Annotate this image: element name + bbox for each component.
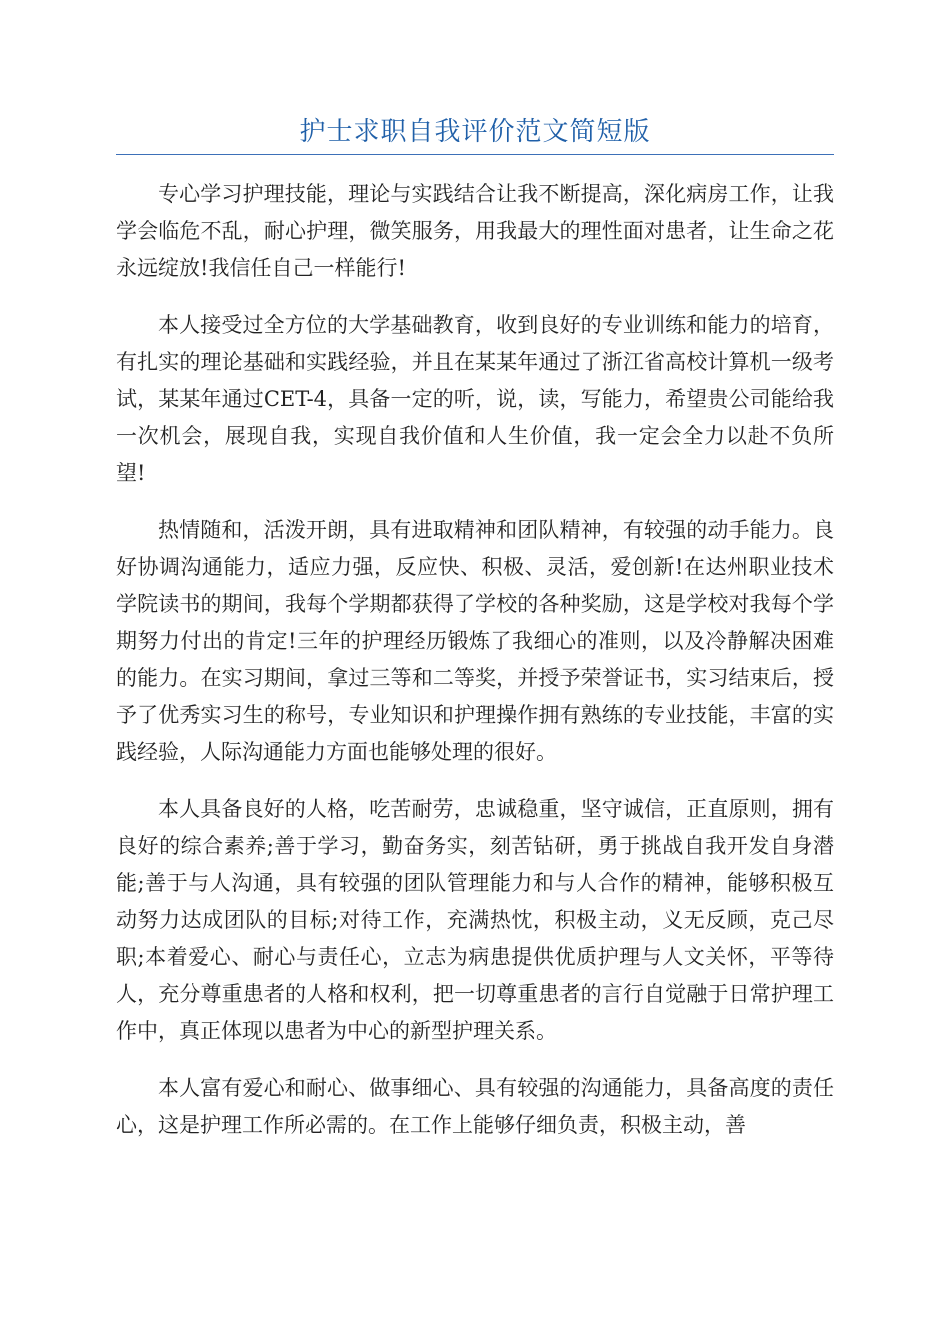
document-title: 护士求职自我评价范文简短版 [299,117,651,147]
paragraph-4: 本人具备良好的人格，吃苦耐劳，忠诚稳重，坚守诚信，正直原则，拥有良好的综合素养;善于学习，勤奋务实，刻苦钻研，勇于挑战自我开发自身潜能;善于与人沟通，具有较强的团队管理能力和与人合作的精神，能够积极互动努力达成团队的目标;对待工作，充满热忱，积极主动，义无反顾，克己尽职;本着爱心、耐心与责任心，立志为病患提供优质护理与人文关怀，平等待人，充分尊重患者的人格和权利，把一切尊重患者的言行自觉融于日常护理工作中，真正体现以患者为中心的新型护理关系。 [116,797,834,1043]
paragraph-5: 本人富有爱心和耐心、做事细心、具有较强的沟通能力，具备高度的责任心，这是护理工作所必需的。在工作上能够仔细负责，积极主动，善 [116,1076,834,1137]
paragraph-2: 本人接受过全方位的大学基础教育，收到良好的专业训练和能力的培育，有扎实的理论基础和实践经验，并且在某某年通过了浙江省高校计算机一级考试，某某年通过CET-4，具备一定的听，说，读，写能力，希望贵公司能给我一次机会，展现自我，实现自我价值和人生价值，我一定会全力以赴不负所望! [116,313,834,485]
title-underline [116,154,834,155]
paragraph-1: 专心学习护理技能，理论与实践结合让我不断提高，深化病房工作，让我学会临危不乱，耐心护理，微笑服务，用我最大的理性面对患者，让生命之花永远绽放!我信任自己一样能行! [116,182,834,280]
paragraph-3: 热情随和，活泼开朗，具有进取精神和团队精神，有较强的动手能力。良好协调沟通能力，适应力强，反应快、积极、灵活，爱创新!在达州职业技术学院读书的期间，我每个学期都获得了学校的各种奖励，这是学校对我每个学期努力付出的肯定!三年的护理经历锻炼了我细心的准则，以及冷静解决困难的能力。在实习期间，拿过三等和二等奖，并授予荣誉证书，实习结束后，授予了优秀实习生的称号，专业知识和护理操作拥有熟练的专业技能，丰富的实践经验，人际沟通能力方面也能够处理的很好。 [116,518,834,764]
document-body [116,176,834,1164]
